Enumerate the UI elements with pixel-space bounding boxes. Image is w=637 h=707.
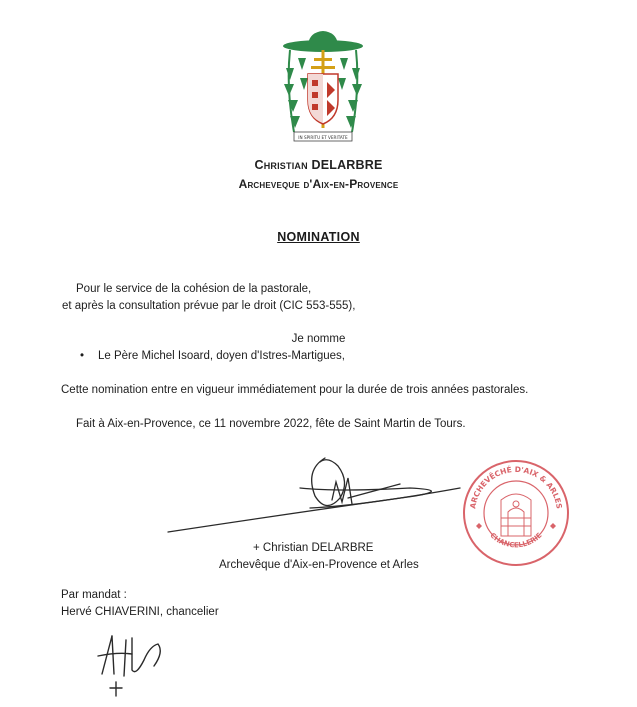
body-line-duration: Cette nomination entre en vigueur immédiatement pour la durée de trois années pastorales.: [61, 384, 529, 396]
chancellor-name: Hervé CHIAVERINI, chancelier: [61, 606, 219, 618]
svg-text:IN SPIRITU ET VERITATE: IN SPIRITU ET VERITATE: [298, 135, 348, 140]
archbishop-name: Christian DELARBRE: [254, 158, 383, 172]
svg-text:CHANCELLERIE: CHANCELLERIE: [488, 531, 544, 550]
mandate-label: Par mandat :: [61, 589, 127, 601]
bullet-icon: •: [80, 350, 85, 362]
body-line-je-nomme: Je nomme: [291, 333, 346, 345]
body-line-1: Pour le service de la cohésion de la pastorale,: [76, 283, 312, 295]
nominee-bullet: [80, 350, 345, 362]
archbishop-signature-icon: [160, 448, 490, 538]
nominee-text: Le Père Michel Isoard, doyen d'Istres-Martigues,: [98, 350, 346, 362]
signatory-name: + Christian DELARBRE: [253, 542, 374, 554]
archbishop-title: Archeveque d'Aix-en-Provence: [238, 177, 399, 191]
svg-text:ARCHEVÊCHÉ D'AIX & ARLES: ARCHEVÊCHÉ D'AIX & ARLES: [468, 464, 564, 510]
signatory-title: Archevêque d'Aix-en-Provence et Arles: [219, 559, 419, 571]
body-line-2: et après la consultation prévue par le droit (CIC 553-555),: [62, 300, 356, 312]
chancellery-seal-icon: [461, 458, 571, 568]
document-title: NOMINATION: [277, 230, 360, 244]
body-line-date: Fait à Aix-en-Provence, ce 11 novembre 2022, fête de Saint Martin de Tours.: [76, 418, 466, 430]
archbishop-coat-of-arms-icon: [280, 28, 366, 150]
chancellor-signature-icon: [88, 630, 178, 700]
